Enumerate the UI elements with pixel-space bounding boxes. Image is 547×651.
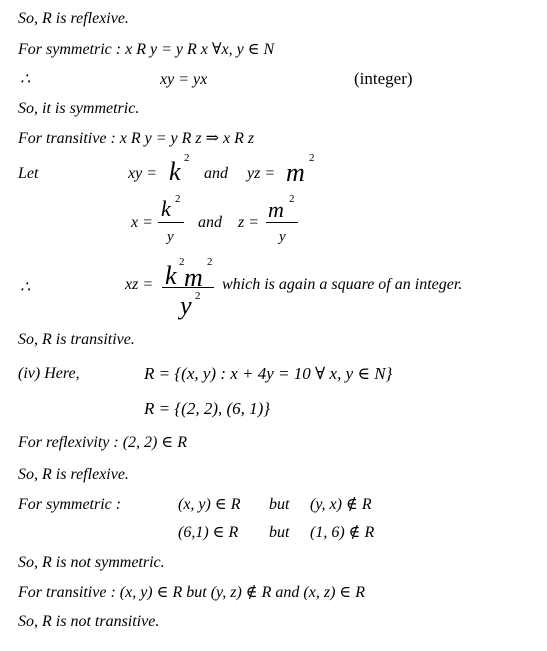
line-reflexivity-check: For reflexivity : (2, 2) ∈ R <box>18 434 187 451</box>
fraction-denominator-y-2: y <box>279 229 286 245</box>
let-label: Let <box>18 165 39 182</box>
relation-definition: R = {(x, y) : x + 4y = 10 ∀ x, y ∈ N} <box>144 364 393 383</box>
line-transitive-conclusion: So, R is transitive. <box>18 331 135 348</box>
pair-16-not-in-r: (1, 6) ∉ R <box>310 524 375 541</box>
line-transitive-definition: For transitive : x R y = y R z ⇒ x R z <box>18 130 255 147</box>
line-symmetric-conclusion: So, it is symmetric. <box>18 100 140 117</box>
yz-equals: yz = <box>247 165 276 182</box>
fraction-m-exponent: 2 <box>289 193 295 205</box>
line-reflexive-conclusion-2: So, R is reflexive. <box>18 466 129 483</box>
k-symbol: k <box>169 157 181 186</box>
therefore-symbol: ∴ <box>20 71 31 88</box>
but-label-2: but <box>269 524 290 541</box>
square-statement: which is again a square of an integer. <box>222 276 463 293</box>
fraction-bar-1 <box>158 222 184 223</box>
m-exponent: 2 <box>309 152 315 164</box>
fraction-bar-2 <box>266 222 298 223</box>
line-reflexive-conclusion: So, R is reflexive. <box>18 10 129 27</box>
xz-numerator-k: k <box>165 261 177 290</box>
line-transitive-check: For transitive : (x, y) ∈ R but (y, z) ∉ R and (x, z) ∈ R <box>18 584 366 601</box>
pair-61-in-r: (6,1) ∈ R <box>178 524 239 541</box>
m-symbol: m <box>286 158 305 187</box>
symmetric-label: For symmetric : <box>18 496 122 513</box>
relation-set: R = {(2, 2), (6, 1)} <box>144 399 271 418</box>
fraction-numerator-k: k <box>161 196 171 221</box>
xz-m-exponent: 2 <box>207 256 213 268</box>
fraction-numerator-m: m <box>268 197 284 222</box>
x-equals: x = <box>131 214 153 231</box>
but-label: but <box>269 496 290 513</box>
xy-equals: xy = <box>128 165 157 182</box>
and-label: and <box>204 165 228 182</box>
xz-numerator-m: m <box>184 263 203 292</box>
xz-k-exponent: 2 <box>179 256 185 268</box>
fraction-denominator-y-1: y <box>167 229 174 245</box>
pair-yx-not-in-r: (y, x) ∉ R <box>310 496 372 513</box>
line-not-transitive: So, R is not transitive. <box>18 613 160 630</box>
xz-equals: xz = <box>125 276 154 293</box>
integer-note: (integer) <box>354 69 413 88</box>
xz-fraction-bar <box>162 287 214 288</box>
k-exponent: 2 <box>184 152 190 164</box>
therefore-symbol-2: ∴ <box>20 279 31 296</box>
xz-y-exponent: 2 <box>195 290 201 302</box>
line-not-symmetric: So, R is not symmetric. <box>18 554 165 571</box>
line-symmetric-definition: For symmetric : x R y = y R x ∀x, y ∈ N <box>18 41 275 58</box>
fraction-k-exponent: 2 <box>175 193 181 205</box>
part-iv-label: (iv) Here, <box>18 365 80 382</box>
pair-xy-in-r: (x, y) ∈ R <box>178 496 241 513</box>
equation-xy-yx: xy = yx <box>160 71 208 88</box>
and-label-2: and <box>198 214 222 231</box>
xz-denominator-y: y <box>180 291 192 320</box>
z-equals: z = <box>238 214 260 231</box>
